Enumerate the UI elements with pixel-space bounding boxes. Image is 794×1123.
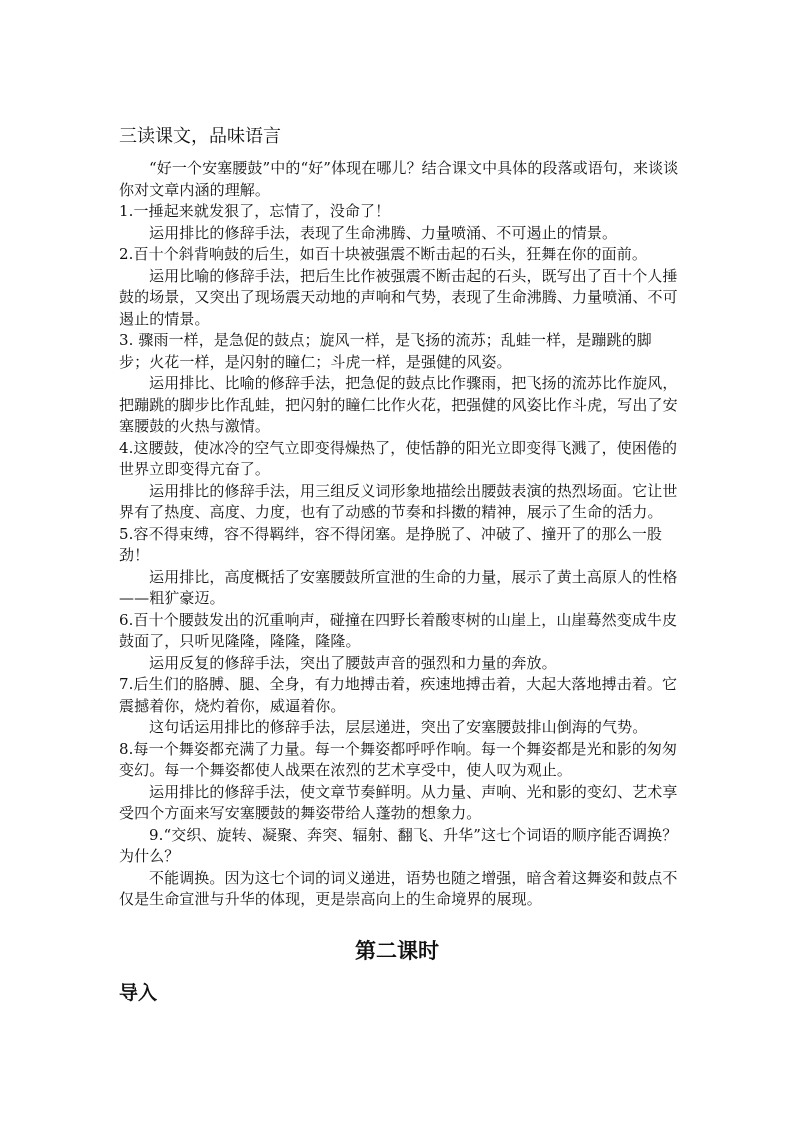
section-heading: 三读课文，品味语言 [119,126,281,147]
item-analysis: 这句话运用排比的修辞手法，层层递进，突出了安塞腰鼓排山倒海的气势。 [149,718,648,736]
item-quote: 7.后生们的胳膊、腿、全身，有力地搏击着，疾速地搏击着，大起大落地搏击着。它震撼着你，烧灼着你，威逼着你。 [119,675,678,715]
item-quote: 8.每一个舞姿都充满了力量。每一个舞姿都呼呼作响。每一个舞姿都是光和影的匆匆变幻。每一个舞姿都使人战栗在浓烈的艺术享受中，使人叹为观止。 [119,739,678,779]
item-analysis: 运用排比的修辞手法，用三组反义词形象地描绘出腰鼓表演的热烈场面。它让世界有了热度、高度、力度，也有了动感的节奏和抖擞的精神，展示了生命的活力。 [119,481,678,521]
item-quote: 4.这腰鼓，使冰冷的空气立即变得燥热了，使恬静的阳光立即变得飞溅了，使困倦的世界立即变得亢奋了。 [119,438,678,478]
item-analysis: 运用比喻的修辞手法，把后生比作被强震不断击起的石头，既写出了百十个人捶鼓的场景，又突出了现场震天动地的声响和气势，表现了生命沸腾、力量喷涌、不可遏止的情景。 [119,266,678,328]
item-analysis: 运用排比的修辞手法，使文章节奏鲜明。从力量、声响、光和影的变幻、艺术享受四个方面来写安塞腰鼓的舞姿带给人蓬勃的想象力。 [119,782,678,822]
item-analysis: 运用反复的修辞手法，突出了腰鼓声音的强烈和力量的奔放。 [149,653,557,672]
section-label: 导入 [119,982,158,1004]
item-quote: 6.百十个腰鼓发出的沉重响声，碰撞在四野长着酸枣树的山崖上，山崖蓦然变成牛皮鼓面了，只听见隆隆，隆隆，隆隆。 [119,610,678,650]
item-quote: 5.容不得束缚，容不得羁绊，容不得闭塞。是挣脱了、冲破了、撞开了的那么一股劲！ [119,524,663,564]
lesson-title: 第二课时 [355,938,439,963]
item-analysis: 运用排比，高度概括了安塞腰鼓所宣泄的生命的力量，展示了黄土高原人的性格——粗犷豪迈。 [119,567,678,607]
question-nine: 9.“交织、旋转、凝聚、奔突、辐射、翻飞、升华”这七个词语的顺序能否调换？为什么？ [119,825,678,865]
content-block [119,158,679,911]
item-quote: 3. 骤雨一样，是急促的鼓点；旋风一样，是飞扬的流苏；乱蛙一样，是蹦跳的脚步；火花一样，是闪射的瞳仁；斗虎一样，是强健的风姿。 [119,331,652,371]
question-nine-answer: 不能调换。因为这七个词的词义递进，语势也随之增强，暗含着这舞姿和鼓点不仅是生命宣泄与升华的体现，更是崇高向上的生命境界的展现。 [119,868,678,908]
item-quote: 1.一捶起来就发狠了，忘情了，没命了！ [119,202,391,220]
item-quote: 2.百十个斜背响鼓的后生，如百十块被强震不断击起的石头，狂舞在你的面前。 [119,245,647,263]
question-intro: “好一个安塞腰鼓”中的“好”体现在哪儿？结合课文中具体的段落或语句，来谈谈你对文章内涵的理解。 [119,159,679,199]
item-analysis: 运用排比的修辞手法，表现了生命沸腾、力量喷涌、不可遏止的情景。 [149,223,618,242]
item-analysis: 运用排比、比喻的修辞手法，把急促的鼓点比作骤雨，把飞扬的流苏比作旋风，把蹦跳的脚步比作乱蛙，把闪射的瞳仁比作火花，把强健的风姿比作斗虎，写出了安塞腰鼓的火热与激情。 [119,374,678,435]
